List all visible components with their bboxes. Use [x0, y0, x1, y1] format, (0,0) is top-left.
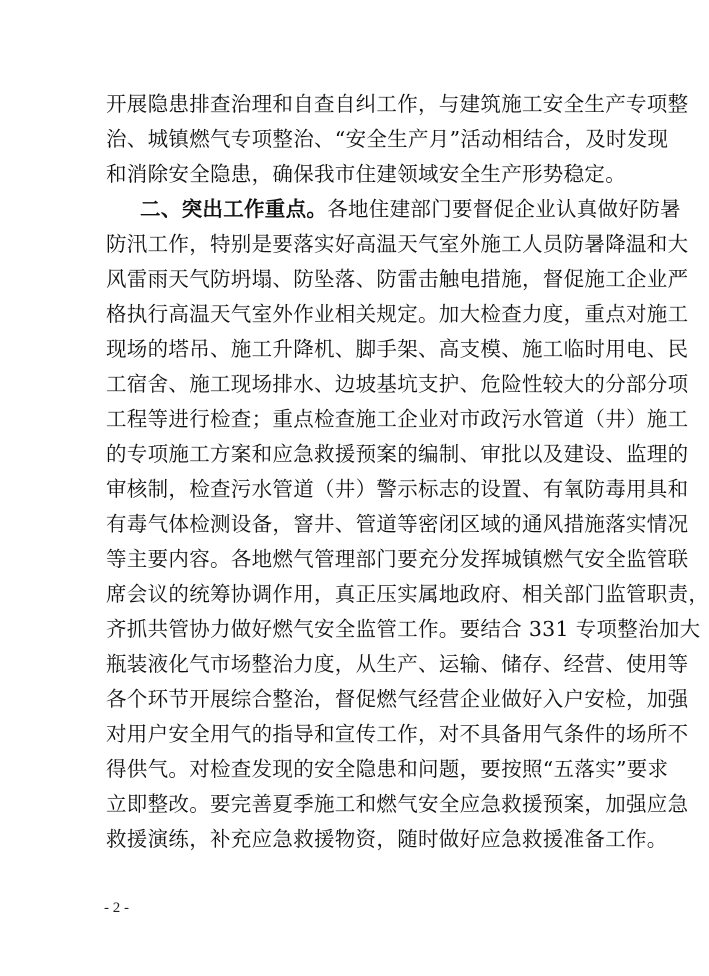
body-line-6: 风雷雨天气防坍塌、防坠落、防雷击触电措施，督促施工企业严: [106, 267, 689, 291]
body-line-1: 开展隐患排查治理和自查自纠工作，与建筑施工安全生产专项整: [106, 92, 689, 116]
body-line-7: 格执行高温天气室外作业相关规定。加大检查力度，重点对施工: [106, 302, 689, 326]
body-line-20: 得供气。对检查发现的安全隐患和问题，要按照“五落实”要求: [106, 757, 669, 781]
body-line-17: 瓶装液化气市场整治力度，从生产、运输、储存、经营、使用等: [106, 652, 689, 676]
body-line-13: 有毒气体检测设备，窨井、管道等密闭区域的通风措施落实情况: [106, 512, 689, 536]
body-line-21: 立即整改。要完善夏季施工和燃气安全应急救援预案，加强应急: [106, 792, 689, 816]
section-heading-continuation: 各地住建部门要督促企业认真做好防暑: [327, 197, 681, 221]
body-line-2: 治、城镇燃气专项整治、“安全生产月”活动相结合，及时发现: [106, 127, 669, 151]
body-line-22: 救援演练，补充应急救援物资，随时做好应急救援准备工作。: [106, 827, 668, 851]
body-line-10: 工程等进行检查；重点检查施工企业对市政污水管道（井）施工: [106, 407, 689, 431]
section-heading: 二、突出工作重点。: [140, 197, 328, 221]
section-heading-line: [140, 191, 681, 227]
body-line-12: 审核制，检查污水管道（井）警示标志的设置、有氧防毒用具和: [106, 477, 689, 501]
body-line-16: 齐抓共管协力做好燃气安全监管工作。要结合 331 专项整治加大: [106, 617, 701, 641]
body-line-18: 各个环节开展综合整治，督促燃气经营企业做好入户安检，加强: [106, 687, 689, 711]
body-line-3: 和消除安全隐患，确保我市住建领域安全生产形势稳定。: [106, 162, 626, 186]
body-line-14: 等主要内容。各地燃气管理部门要充分发挥城镇燃气安全监管联: [106, 547, 689, 571]
page-number: - 2 -: [104, 900, 129, 916]
body-line-15: 席会议的统筹协调作用，真正压实属地政府、相关部门监管职责，: [106, 582, 709, 606]
body-line-8: 现场的塔吊、施工升降机、脚手架、高支模、施工临时用电、民: [106, 337, 689, 361]
body-line-11: 的专项施工方案和应急救援预案的编制、审批以及建设、监理的: [106, 442, 689, 466]
body-line-9: 工宿舍、施工现场排水、边坡基坑支护、危险性较大的分部分项: [106, 372, 689, 396]
body-line-19: 对用户安全用气的指导和宣传工作，对不具备用气条件的场所不: [106, 722, 689, 746]
body-line-5: 防汛工作，特别是要落实好高温天气室外施工人员防暑降温和大: [106, 232, 689, 256]
